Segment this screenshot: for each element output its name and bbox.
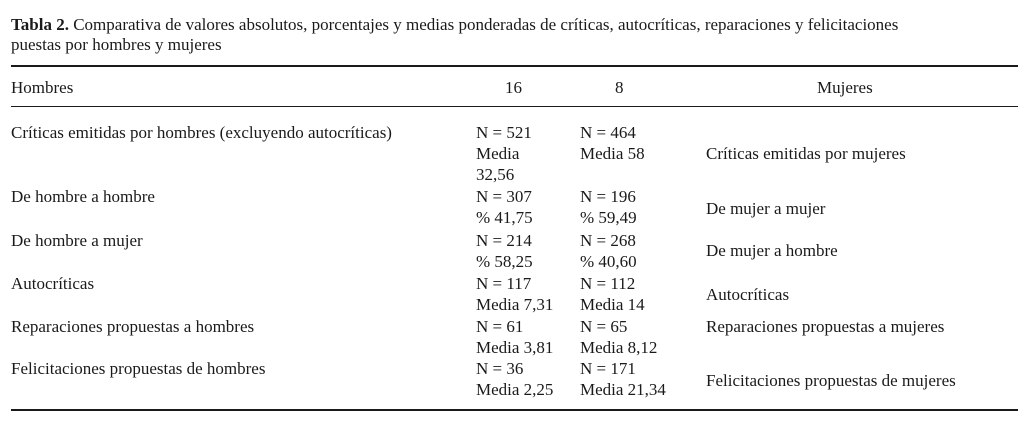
row-women-stat: Media 14 bbox=[580, 295, 645, 314]
row-men-value: N = 61 bbox=[476, 317, 524, 336]
row-label-men: De hombre a mujer bbox=[11, 231, 143, 250]
row-women-stat: Media 8,12 bbox=[580, 338, 658, 357]
row-men-value: N = 214 bbox=[476, 231, 532, 250]
row-men-value: N = 117 bbox=[476, 274, 532, 293]
row-label-women: De mujer a mujer bbox=[706, 199, 826, 218]
row-men-stat: % 58,25 bbox=[476, 252, 533, 271]
row-label-women: Críticas emitidas por mujeres bbox=[706, 144, 906, 163]
row-label-men: Críticas emitidas por hombres (excluyendo autocríticas) bbox=[11, 123, 392, 142]
row-women-value: N = 464 bbox=[580, 123, 636, 142]
row-men-stat: Media bbox=[476, 144, 520, 163]
row-men-stat: Media 3,81 bbox=[476, 338, 554, 357]
header-rule bbox=[11, 106, 1018, 107]
row-label-men: Felicitaciones propuestas de hombres bbox=[11, 359, 266, 378]
row-label-men: De hombre a hombre bbox=[11, 187, 155, 206]
header-n-women: 8 bbox=[615, 78, 624, 97]
row-men-stat-cont: 32,56 bbox=[476, 165, 515, 184]
row-men-value: N = 307 bbox=[476, 187, 532, 206]
row-men-stat: % 41,75 bbox=[476, 208, 533, 227]
row-women-stat: % 59,49 bbox=[580, 208, 637, 227]
caption-line-1 bbox=[11, 15, 1011, 35]
row-women-stat: % 40,60 bbox=[580, 252, 637, 271]
row-label-men: Reparaciones propuestas a hombres bbox=[11, 317, 255, 336]
row-label-women: De mujer a hombre bbox=[706, 241, 838, 260]
caption-text-1: Comparativa de valores absolutos, porcentajes y medias ponderadas de críticas, autocríticas, reparaciones y felicitaciones bbox=[68, 15, 899, 34]
row-men-value: N = 521 bbox=[476, 123, 532, 142]
row-men-stat: Media 2,25 bbox=[476, 380, 554, 399]
table-caption bbox=[11, 15, 1011, 55]
row-men-value: N = 36 bbox=[476, 359, 524, 378]
caption-label: Tabla 2. bbox=[11, 15, 69, 34]
caption-text-2: puestas por hombres y mujeres bbox=[11, 35, 222, 54]
header-men: Hombres bbox=[11, 78, 74, 97]
row-women-value: N = 65 bbox=[580, 317, 628, 336]
row-label-men: Autocríticas bbox=[11, 274, 95, 293]
header-n-men: 16 bbox=[505, 78, 522, 97]
row-women-value: N = 268 bbox=[580, 231, 636, 250]
row-label-women: Reparaciones propuestas a mujeres bbox=[706, 317, 945, 336]
row-label-women: Felicitaciones propuestas de mujeres bbox=[706, 371, 956, 390]
row-women-stat: Media 58 bbox=[580, 144, 645, 163]
top-rule bbox=[11, 65, 1018, 67]
bottom-rule bbox=[11, 409, 1018, 411]
row-women-value: N = 171 bbox=[580, 359, 636, 378]
header-women: Mujeres bbox=[817, 78, 873, 97]
row-women-value: N = 196 bbox=[580, 187, 636, 206]
row-women-value: N = 112 bbox=[580, 274, 636, 293]
row-men-stat: Media 7,31 bbox=[476, 295, 554, 314]
row-women-stat: Media 21,34 bbox=[580, 380, 666, 399]
row-label-women: Autocríticas bbox=[706, 285, 790, 304]
